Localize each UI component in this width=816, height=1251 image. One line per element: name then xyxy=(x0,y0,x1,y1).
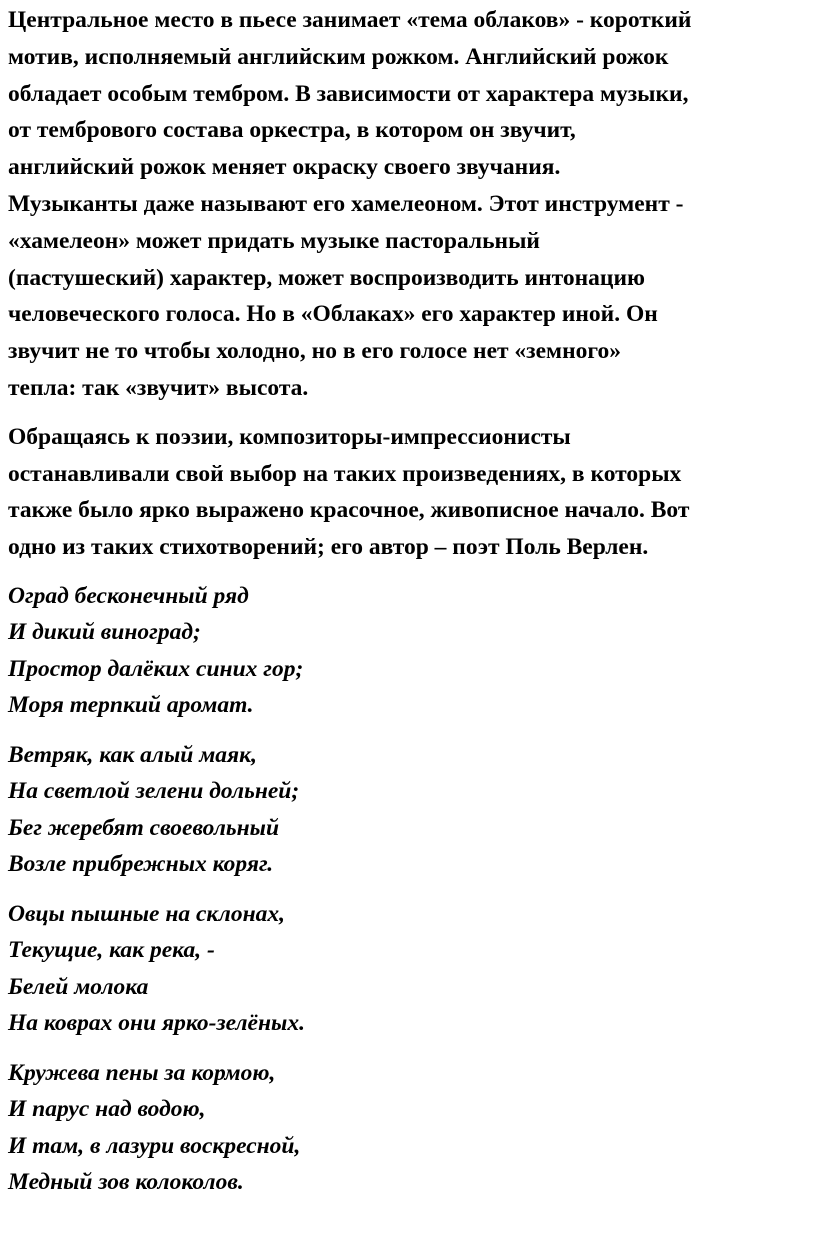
paragraph-line: тепла: так «звучит» высота. xyxy=(8,374,309,401)
poem-stanza-2 xyxy=(8,737,816,883)
paragraph-line: «хамелеон» может придать музыке пасторальный xyxy=(8,227,540,254)
paragraph-line: (пастушеский) характер, может воспроизводить интонацию xyxy=(8,264,645,291)
poem-line: Простор далёких синих гор; xyxy=(8,655,304,682)
poem-line: Оград бесконечный ряд xyxy=(8,582,249,609)
paragraph-line: Центральное место в пьесе занимает «тема облаков» - короткий xyxy=(8,7,692,33)
intro-paragraph xyxy=(8,2,816,407)
poem-line: Возле прибрежных коряг. xyxy=(8,851,274,878)
poem-line: Моря терпкий аромат. xyxy=(8,692,254,719)
poem-line: И там, в лазури воскресной, xyxy=(8,1132,301,1159)
poem-line: Медный зов колоколов. xyxy=(8,1169,244,1196)
poem-line: Текущие, как река, - xyxy=(8,937,215,964)
poem-stanza-3 xyxy=(8,896,816,1042)
poem-line: И дикий виноград; xyxy=(8,619,201,646)
paragraph-line: также было ярко выражено красочное, живописное начало. Вот xyxy=(8,497,690,524)
paragraph-line: мотив, исполняемый английским рожком. Английский рожок xyxy=(8,43,669,70)
poem-stanza-1 xyxy=(8,578,816,724)
paragraph-line: обладает особым тембром. В зависимости от характера музыки, xyxy=(8,80,689,107)
paragraph-line: останавливали свой выбор на таких произведениях, в которых xyxy=(8,460,682,487)
poem-stanza-4 xyxy=(8,1055,816,1201)
poem-line: Овцы пышные на склонах, xyxy=(8,900,286,927)
poem-line: Бег жеребят своевольный xyxy=(8,814,280,841)
poem-line: Белей молока xyxy=(8,973,149,1000)
paragraph-line: человеческого голоса. Но в «Облаках» его характер иной. Он xyxy=(8,301,658,328)
paragraph-line: английский рожок меняет окраску своего звучания. xyxy=(8,154,561,181)
paragraph-line: от тембрового состава оркестра, в котором он звучит, xyxy=(8,117,576,144)
poetry-paragraph xyxy=(8,419,816,566)
paragraph-line: одно из таких стихотворений; его автор – поэт Поль Верлен. xyxy=(8,534,649,561)
poem-line: Кружева пены за кормою, xyxy=(8,1059,276,1086)
poem-line: И парус над водою, xyxy=(8,1096,206,1123)
poem-line: Ветряк, как алый маяк, xyxy=(8,741,257,768)
paragraph-line: Обращаясь к поэзии, композиторы-импрессионисты xyxy=(8,423,571,450)
poem-line: На коврах они ярко-зелёных. xyxy=(8,1010,305,1037)
paragraph-line: звучит не то чтобы холодно, но в его голосе нет «земного» xyxy=(8,338,621,365)
paragraph-line: Музыканты даже называют его хамелеоном. Этот инструмент - xyxy=(8,190,684,217)
poem-line: На светлой зелени дольней; xyxy=(8,778,300,805)
